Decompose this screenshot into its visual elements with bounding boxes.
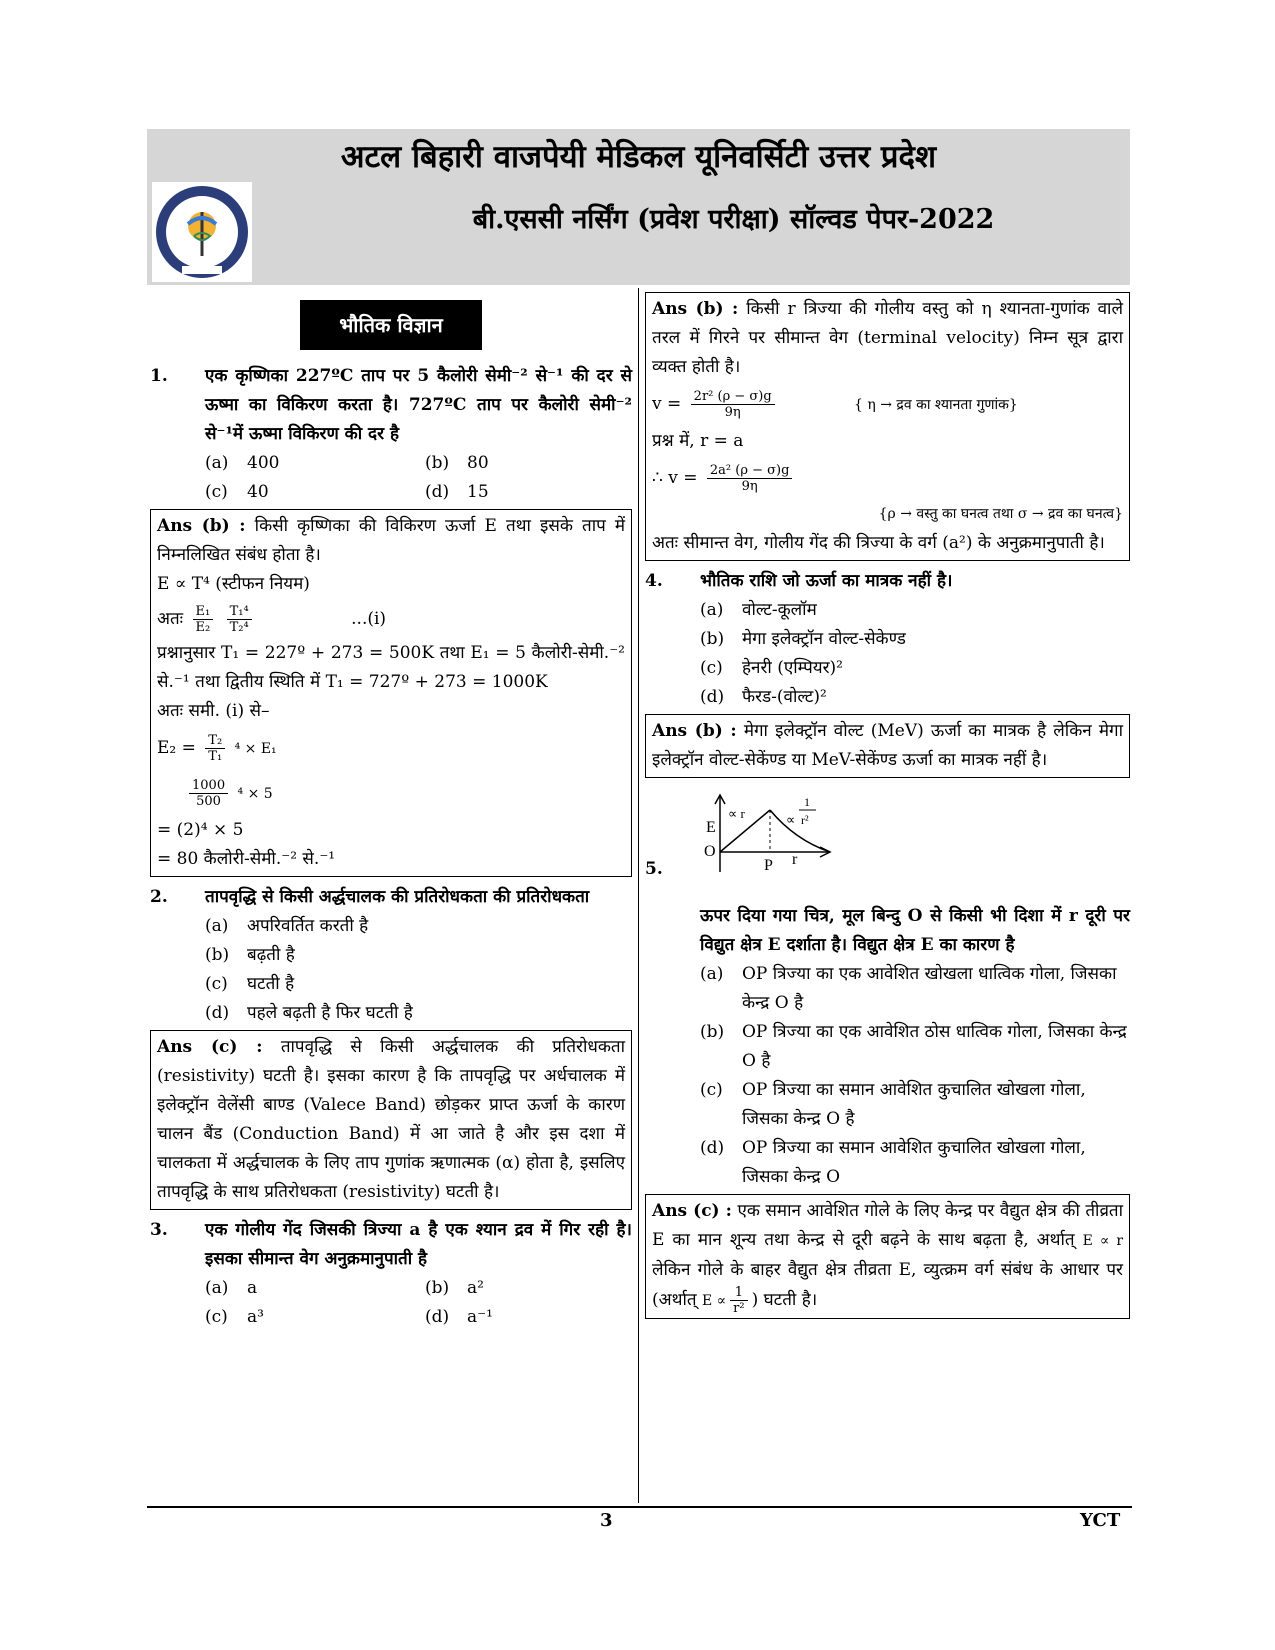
answer-box <box>645 714 1130 778</box>
symbols-note: {ρ → वस्तु का घनत्व तथा σ → द्रव का घनत्व} <box>878 506 1123 522</box>
section-heading: भौतिक विज्ञान <box>300 300 482 350</box>
question-4 <box>645 567 1130 596</box>
options <box>645 596 1130 712</box>
option-text: फैरड-(वोल्ट)² <box>742 687 827 707</box>
answer-box: Ans (c) : एक समान आवेशित गोले के लिए केन्द्र पर वैद्युत क्षेत्र की तीव्रता E का मान शून्य तथा केन्द्र से दूरी बढ़ने के साथ बढ़ता है, अर्थात् E ∝ r लेकिन गोले के बाहर वैद्युत क्षेत्र तीव्रता E, व्युत्क्रम वर्ग संबंध के आधार पर (अर्थात् E ∝ $\frac{1}{\text{r²}}$ ) घटती है। <box>645 1194 1130 1319</box>
option-label: (b) <box>425 1278 450 1298</box>
paper-subtitle: बी.एससी नर्सिंग (प्रवेश परीक्षा) सॉल्वड पेपर-2022 <box>472 204 995 235</box>
option-label: (d) <box>425 1307 450 1327</box>
graph-label-r: r <box>792 851 798 868</box>
option-label: (d) <box>205 1003 230 1023</box>
question-text: एक गोलीय गेंद जिसकी त्रिज्या a है एक श्यान द्रव में गिर रही है। इसका सीमान्त वेग अनुक्रमानुपाती है <box>205 1220 632 1269</box>
option-label: (b) <box>205 945 230 965</box>
option-text: घटती है <box>247 974 295 994</box>
graph-label-p: P <box>764 857 773 874</box>
option-label: (c) <box>205 1307 228 1327</box>
option-text: मेगा इलेक्ट्रॉन वोल्ट-सेकेण्ड <box>742 629 906 649</box>
answer-label: Ans (c) : <box>157 1037 263 1057</box>
question-5 <box>645 902 1130 960</box>
option-label: (a) <box>205 1278 229 1298</box>
question-number: 5. <box>645 859 663 879</box>
option-label: (c) <box>205 482 228 502</box>
left-column <box>150 295 632 1332</box>
option-text: a <box>247 1278 258 1298</box>
graph-label-inv-num: 1 <box>804 795 810 809</box>
option-text: 80 <box>467 453 489 473</box>
university-logo-icon <box>152 182 252 282</box>
question-text: एक कृष्णिका 227ºC ताप पर 5 कैलोरी सेमी⁻² से⁻¹ की दर से ऊष्मा का विकिरण करता है। 727ºC ताप पर कैलोरी सेमी⁻² से⁻¹में ऊष्मा विकिरण की दर है <box>205 366 632 444</box>
page-header <box>147 129 1130 285</box>
conclusion: अतः सीमान्त वेग, गोलीय गेंद की त्रिज्या के वर्ग (a²) के अनुक्रमानुपाती है। <box>652 533 1105 553</box>
stefan-law: E ∝ T⁴ (स्टीफन नियम) <box>157 574 310 594</box>
answer-text: एक समान आवेशित गोले के लिए केन्द्र पर वैद्युत क्षेत्र की तीव्रता E का मान शून्य तथा केन्द्र से दूरी बढ़ने के साथ बढ़ता है, अर्थात् <box>652 1201 1124 1250</box>
step-3: = (2)⁴ × 5 <box>157 820 244 840</box>
option-text: a⁻¹ <box>467 1307 493 1327</box>
answer-label: Ans (b) : <box>157 516 246 536</box>
option-label: (b) <box>425 453 450 473</box>
options <box>645 960 1130 1192</box>
substituted-formula: ∴ v = $\frac{\text{2a² (ρ − σ)g}}{9\eta}$ <box>652 456 1123 500</box>
option-text: हेनरी (एम्पियर)² <box>742 658 843 678</box>
answer-text: किसी कृष्णिका की विकिरण ऊर्जा E तथा इसके ताप में निम्नलिखित संबंध होता है। <box>157 516 626 565</box>
option-text: पहले बढ़ती है फिर घटती है <box>247 1003 413 1023</box>
option-label: (a) <box>700 964 724 984</box>
from-equation: अतः समी. (i) से– <box>157 701 270 721</box>
given-values: प्रश्नानुसार T₁ = 227º + 273 = 500K तथा E₁ = 5 कैलोरी-सेमी.⁻² से.⁻¹ तथा द्वितीय स्थिति में T₁ = 727º + 273 = 1000K <box>157 643 625 692</box>
question-5-figure-row <box>645 784 1130 884</box>
field-graph <box>700 792 850 884</box>
option-text: a² <box>467 1278 484 1298</box>
answer-box <box>150 1030 632 1210</box>
ratio-equation: अतः $\frac{\text{E₁}}{\text{E₂}}$ $\frac{\text{T₁⁴}}{\text{T₂⁴}}$ ...(i) <box>157 604 387 635</box>
page-number: 3 <box>600 1510 613 1531</box>
answer-text: तापवृद्धि से किसी अर्द्धचालक की प्रतिरोधकता (resistivity) घटती है। इसका कारण है कि तापवृद्धि पर अर्धचालक में इलेक्ट्रॉन वेलेंसी बाण्ड (Valece Band) छोड़कर प्राप्त ऊर्जा के कारण चालन बैंड (Conduction Band) में आ जाते है और इस दशा में चालकता में अर्द्धचालक के लिए ताप गुणांक ऋणात्मक (α) होता है, इसलिए तापवृद्धि के साथ प्रतिरोधकता (resistivity) घटती है। <box>157 1037 626 1202</box>
option-label: (c) <box>700 1080 723 1100</box>
options <box>150 1274 632 1332</box>
right-column <box>645 290 1130 1325</box>
option-text: 15 <box>467 482 489 502</box>
option-label: (d) <box>700 687 725 707</box>
option-label: (d) <box>425 482 450 502</box>
option-text: OP त्रिज्या का समान आवेशित कुचालित खोखला गोला, जिसका केन्द्र O <box>742 1138 1086 1187</box>
option-label: (d) <box>700 1138 725 1158</box>
question-text: ऊपर दिया गया चित्र, मूल बिन्दु O से किसी भी दिशा में r दूरी पर विद्युत क्षेत्र E दर्शाता है। विद्युत क्षेत्र E का कारण है <box>700 906 1130 955</box>
answer-relation: E ∝ r <box>1082 1233 1124 1249</box>
answer-label: Ans (c) : <box>652 1201 732 1221</box>
option-label: (b) <box>700 629 725 649</box>
graph-label-prop-r: ∝ r <box>728 806 745 821</box>
graph-label-e: E <box>706 819 716 836</box>
graph-label-inv-den: r² <box>801 813 809 827</box>
question-text: भौतिक राशि जो ऊर्जा का मात्रक नहीं है। <box>700 571 953 591</box>
option-text: OP त्रिज्या का एक आवेशित ठोस धात्विक गोला, जिसका केन्द्र O है <box>742 1022 1127 1071</box>
question-text: तापवृद्धि से किसी अर्द्धचालक की प्रतिरोधकता की प्रतिरोधकता <box>205 887 590 907</box>
answer-label: Ans (b) : <box>652 299 739 319</box>
step-1: E₂ = $\frac{\text{T₂}}{\text{T₁}}$ ⁴ × E₁ <box>157 733 277 764</box>
question-number: 4. <box>645 571 663 591</box>
option-label: (b) <box>700 1022 725 1042</box>
answer-text-2: लेकिन गोले के बाहर वैद्युत क्षेत्र तीव्रता E, व्युत्क्रम वर्ग संबंध के आधार पर (अर्थात् <box>652 1260 1123 1310</box>
option-text: अपरिवर्तित करती है <box>247 916 369 936</box>
answer-box <box>150 509 632 877</box>
option-text: बढ़ती है <box>247 945 295 965</box>
question-number: 1. <box>150 366 168 386</box>
university-title: अटल बिहारी वाजपेयी मेडिकल यूनिवर्सिटी उत्तर प्रदेश <box>340 139 937 175</box>
options <box>150 449 632 507</box>
answer-box <box>645 292 1130 561</box>
answer-text: मेगा इलेक्ट्रॉन वोल्ट (MeV) ऊर्जा का मात्रक है लेकिन मेगा इलेक्ट्रॉन वोल्ट-सेकेंण्ड या MeV-सेकेंण्ड ऊर्जा का मात्रक नहीं है। <box>652 721 1123 770</box>
answer-relation-2: E ∝ <box>701 1293 727 1309</box>
option-text: OP त्रिज्या का एक आवेशित खोखला धात्विक गोला, जिसका केन्द्र O है <box>742 964 1117 1013</box>
given-radius: प्रश्न में, r = a <box>652 431 744 451</box>
option-label: (c) <box>205 974 228 994</box>
option-text: 40 <box>247 482 269 502</box>
question-2 <box>150 883 632 912</box>
graph-label-o: O <box>704 843 716 860</box>
terminal-velocity-formula: v = $\frac{\text{2r² (ρ − σ)g}}{9\eta}$ { η → द्रव का श्यानता गुणांक} <box>652 389 1018 420</box>
question-3 <box>150 1216 632 1274</box>
question-number: 3. <box>150 1220 168 1240</box>
answer-label: Ans (b) : <box>652 721 737 741</box>
option-text: a³ <box>247 1307 264 1327</box>
field-outside-curve <box>770 810 830 852</box>
step-4: = 80 कैलोरी-सेमी.⁻² से.⁻¹ <box>157 849 336 869</box>
question-1 <box>150 362 632 449</box>
column-divider <box>638 288 639 1503</box>
footer-rule <box>147 1506 1132 1508</box>
option-text: 400 <box>247 453 280 473</box>
option-label: (c) <box>700 658 723 678</box>
publisher-brand: YCT <box>1080 1510 1121 1531</box>
options <box>150 912 632 1028</box>
step-2: $\frac{1000}{500}$ ⁴ × 5 <box>157 771 625 816</box>
answer-text: किसी r त्रिज्या की गोलीय वस्तु को η श्यानता-गुणांक वाले तरल में गिरने पर सीमान्त वेग (terminal velocity) निम्न सूत्र द्वारा व्यक्त होती है। <box>652 299 1123 377</box>
question-number: 2. <box>150 887 168 907</box>
option-text: OP त्रिज्या का समान आवेशित कुचालित खोखला गोला, जिसका केन्द्र O है <box>742 1080 1086 1129</box>
option-text: वोल्ट-कूलॉम <box>742 600 817 620</box>
answer-text-3: ) घटती है। <box>751 1290 818 1310</box>
option-label: (a) <box>205 916 229 936</box>
graph-label-prop: ∝ <box>786 812 796 827</box>
option-label: (a) <box>700 600 724 620</box>
option-label: (a) <box>205 453 229 473</box>
